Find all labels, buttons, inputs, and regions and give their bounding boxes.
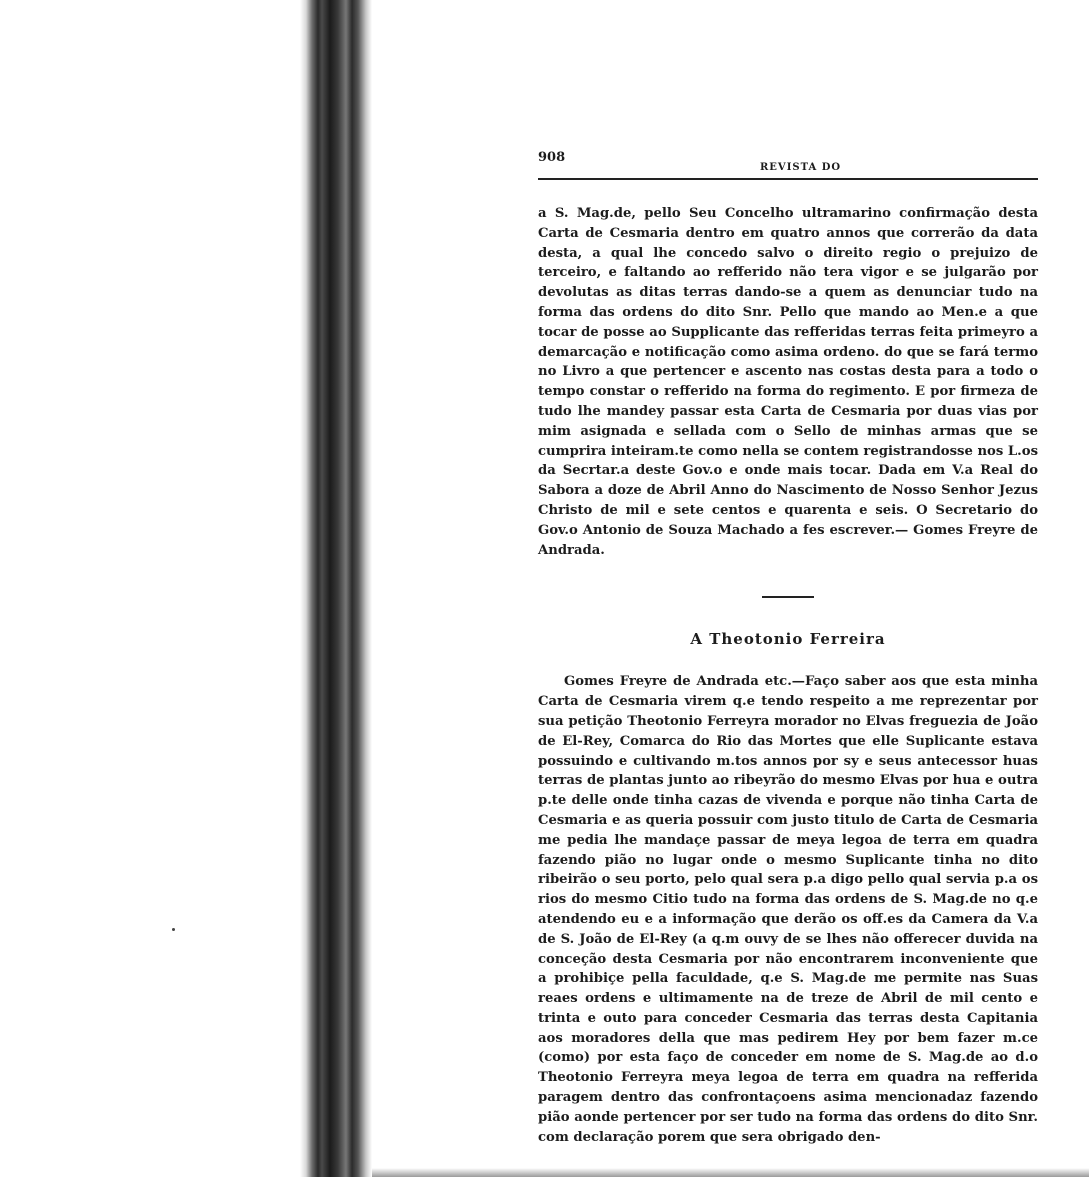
running-head <box>538 150 1038 180</box>
book-gutter <box>300 0 372 1177</box>
paragraph-carta-continuation: a S. Mag.de, pello Seu Concelho ultramarino confirmação desta Carta de Cesmaria dentro em quatro annos que correrão da data desta, a qual lhe concedo salvo o direito regio o prejuizo de terceiro, e faltando ao refferido não tera vigor e se julgarão por devolutas as ditas terras dando-se a quem as denunciar tudo na forma das ordens do dito Snr. Pello que mando ao Men.e a que tocar de posse ao Supplicante das refferidas terras feita primeyro a demarcação e notificação como asima ordeno. do que se fará termo no Livro a que pertencer e ascento nas costas desta para a todo o tempo constar o refferido na forma do regimento. E por firmeza de tudo lhe mandey passar esta Carta de Cesmaria por duas vias por mim asignada e sellada com o Sello de minhas armas que se cumprira inteiram.te como nella se contem registrandosse nos L.os da Secrtar.a deste Gov.o e onde mais tocar. Dada em V.a Real do Sabora a doze de Abril Anno do Nascimento de Nosso Senhor Jezus Christo de mil e sete centos e quarenta e seis. O Secretario do Gov.o Antonio de Souza Machado a fes escrever.— Gomes Freyre de Andrada. <box>538 206 1038 558</box>
book-page <box>538 150 1038 1147</box>
section-heading: A Theotonio Ferreira <box>690 630 886 649</box>
page-number: 908 <box>538 150 566 165</box>
paragraph-theotonio-ferreira: Gomes Freyre de Andrada etc.—Faço saber aos que esta minha Carta de Cesmaria virem q.e tendo respeito a me reprezentar por sua petição Theotonio Ferreyra morador no Elvas freguezia de João de El-Rey, Comarca do Rio das Mortes que elle Suplicante estava possuindo e cultivando m.tos annos por sy e seus antecessor huas terras de plantas junto ao ribeyrão do mesmo Elvas por hua e outra p.te delle onde tinha cazas de vivenda e porque não tinha Carta de Cesmaria e as queria possuir com justo titulo de Carta de Cesmaria me pedia lhe mandaçe passar de meya legoa de terra em quadra fazendo pião no lugar onde o mesmo Suplicante tinha no dito ribeirão o seu porto, pelo qual sera p.a digo pello qual servia p.a os rios do mesmo Citio tudo na forma das ordens de S. Mag.de no q.e atendendo eu e a informação que derão os off.es da Camera da V.a de S. João de El-Rey (a q.m ouvy de se lhes não offerecer duvida na conceção desta Cesmaria por não encontrarem inconveniente que a prohibiçe pella faculdade, q.e S. Mag.de me permite nas Suas reaes ordens e ultimamente na de treze de Abril de mil cento e trinta e outo para conceder Cesmaria das terras desta Capitania aos moradores della que mas pedirem Hey por bem fazer m.ce (como) por esta faço de conceder em nome de S. Mag.de ao d.o Theotonio Ferreyra meya legoa de terra em quadra na refferida paragem dentro das confrontaçoens asima mencionadaz fazendo pião aonde pertencer por ser tudo na forma das ordens do dito Snr. com declaração porem que sera obrigado den- <box>538 674 1038 1145</box>
scan-speck <box>172 928 175 931</box>
journal-title: REVISTA DO <box>760 162 842 173</box>
section-divider <box>762 596 814 598</box>
page-bottom-edge <box>372 1168 1089 1177</box>
